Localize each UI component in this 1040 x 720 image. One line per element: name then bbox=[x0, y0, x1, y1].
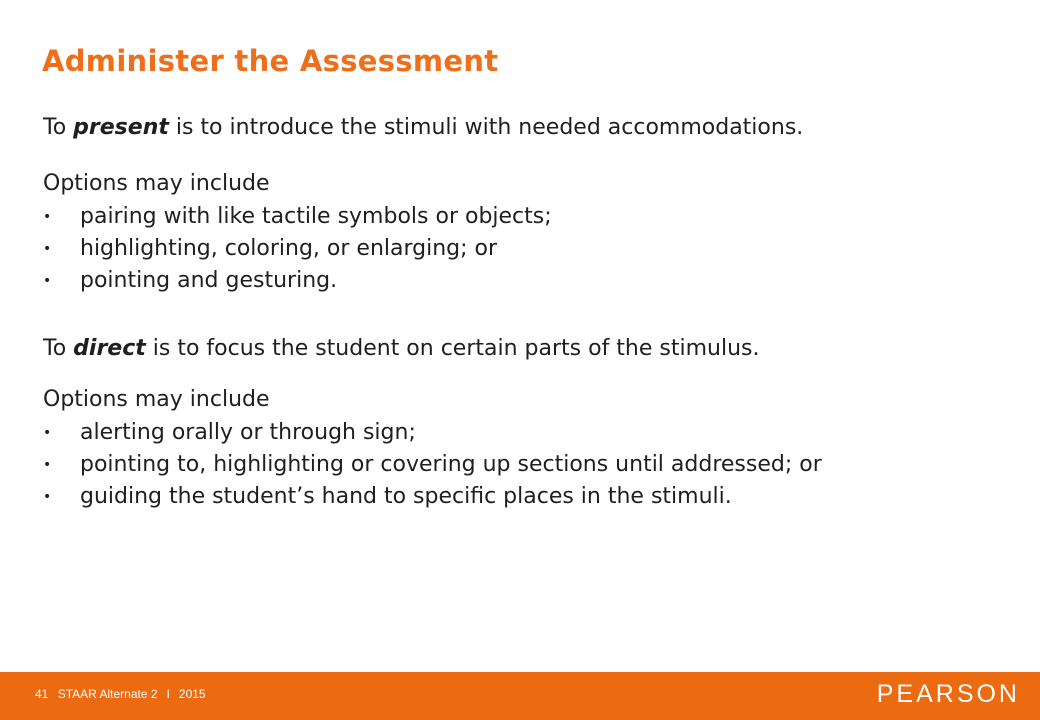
footer-year: 2015 bbox=[178, 687, 206, 701]
direct-definition bbox=[43, 334, 760, 364]
document-name: STAAR Alternate 2 bbox=[57, 687, 158, 701]
list-item-text: pointing and gesturing. bbox=[80, 268, 338, 293]
direct-options-lead: Options may include bbox=[43, 387, 270, 412]
footer-separator: l bbox=[166, 687, 170, 701]
bullet-icon: • bbox=[43, 241, 52, 257]
direct-suffix: is to focus the student on certain parts of the stimulus. bbox=[145, 336, 760, 361]
list-item-text: pointing to, highlighting or covering up sections until addressed; or bbox=[80, 452, 822, 477]
list-item bbox=[43, 233, 552, 265]
list-item bbox=[43, 265, 552, 297]
list-item bbox=[43, 201, 552, 233]
list-item bbox=[43, 417, 822, 449]
bullet-icon: • bbox=[43, 273, 52, 289]
present-suffix: is to introduce the stimuli with needed accommodations. bbox=[168, 115, 804, 140]
list-item bbox=[43, 481, 822, 513]
present-prefix: To bbox=[43, 115, 74, 140]
list-item-text: highlighting, coloring, or enlarging; or bbox=[80, 236, 498, 261]
pearson-logo: PEARSON bbox=[876, 680, 1020, 708]
bullet-icon: • bbox=[43, 209, 52, 225]
present-options-list bbox=[43, 201, 552, 297]
slide-title: Administer the Assessment bbox=[42, 44, 499, 78]
page-number: 41 bbox=[35, 687, 49, 701]
direct-term: direct bbox=[73, 336, 146, 361]
present-definition bbox=[43, 113, 803, 143]
list-item-text: pairing with like tactile symbols or objects; bbox=[80, 204, 552, 229]
footer-meta bbox=[35, 687, 212, 701]
bullet-icon: • bbox=[43, 489, 52, 505]
present-term: present bbox=[73, 115, 169, 140]
bullet-icon: • bbox=[43, 425, 52, 441]
bullet-icon: • bbox=[43, 457, 52, 473]
present-options-lead: Options may include bbox=[43, 171, 270, 196]
footer-bar bbox=[0, 672, 1040, 720]
direct-prefix: To bbox=[43, 336, 74, 361]
list-item-text: guiding the student’s hand to specific places in the stimuli. bbox=[80, 484, 732, 509]
direct-options-list bbox=[43, 417, 822, 513]
list-item-text: alerting orally or through sign; bbox=[80, 420, 416, 445]
list-item bbox=[43, 449, 822, 481]
